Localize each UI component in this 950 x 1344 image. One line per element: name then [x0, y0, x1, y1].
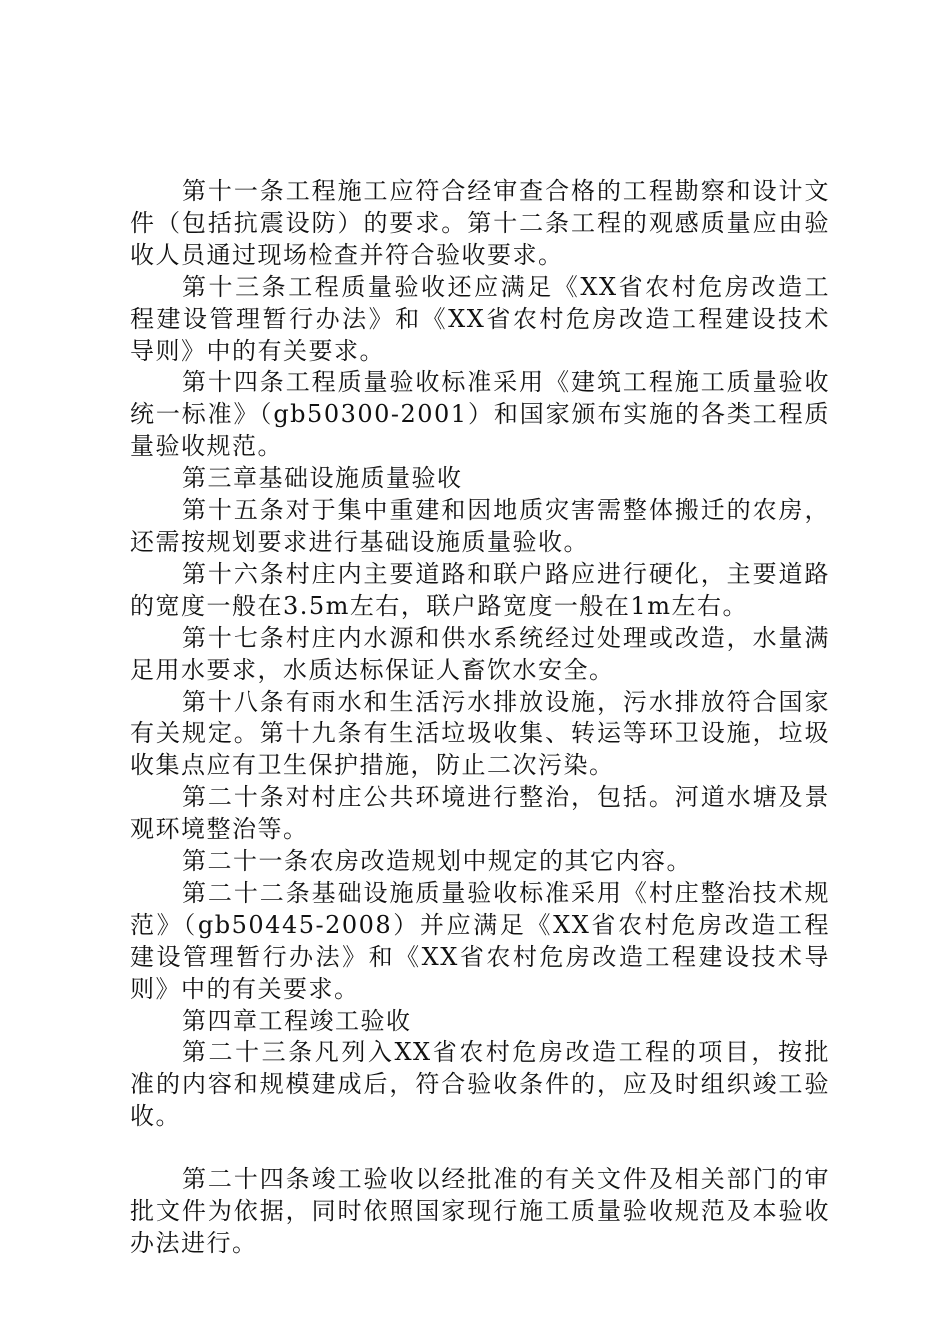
paragraph-article-17: 第十七条村庄内水源和供水系统经过处理或改造，水量满足用水要求，水质达标保证人畜饮水安全。 [130, 623, 830, 684]
paragraph-article-21: 第二十一条农房改造规划中规定的其它内容。 [182, 847, 692, 876]
paragraph-article-13: 第十三条工程质量验收还应满足《XX省农村危房改造工程建设管理暂行办法》和《XX省农村危房改造工程建设技术导则》中的有关要求。 [130, 272, 830, 365]
paragraph-article-23: 第二十三条凡列入XX省农村危房改造工程的项目，按批准的内容和规模建成后，符合验收条件的，应及时组织竣工验收。 [130, 1038, 830, 1131]
paragraph-article-14: 第十四条工程质量验收标准采用《建筑工程施工质量验收统一标准》（gb50300-2001）和国家颁布实施的各类工程质量验收规范。 [130, 368, 830, 461]
paragraph-article-24: 第二十四条竣工验收以经批准的有关文件及相关部门的审批文件为依据，同时依照国家现行施工质量验收规范及本验收办法进行。 [130, 1165, 830, 1257]
paragraph-article-18-19: 第十八条有雨水和生活污水排放设施，污水排放符合国家有关规定。第十九条有生活垃圾收集、转运等环卫设施，垃圾收集点应有卫生保护措施，防止二次污染。 [130, 687, 830, 780]
paragraph-article-22: 第二十二条基础设施质量验收标准采用《村庄整治技术规范》（gb50445-2008）并应满足《XX省农村危房改造工程建设管理暂行办法》和《XX省农村危房改造工程建设技术导则》中的有关要求。 [130, 878, 830, 1003]
document-body [130, 176, 830, 1260]
paragraph-article-15: 第十五条对于集中重建和因地质灾害需整体搬迁的农房，还需按规划要求进行基础设施质量验收。 [130, 496, 830, 556]
paragraph-article-20: 第二十条对村庄公共环境进行整治，包括。河道水塘及景观环境整治等。 [130, 783, 830, 844]
chapter-heading-4: 第四章工程竣工验收 [182, 1006, 412, 1035]
chapter-heading-3: 第三章基础设施质量验收 [182, 464, 463, 493]
paragraph-article-16: 第十六条村庄内主要道路和联户路应进行硬化，主要道路的宽度一般在3.5m左右，联户路宽度一般在1m左右。 [130, 559, 830, 620]
paragraph-article-11-12: 第十一条工程施工应符合经审查合格的工程勘察和设计文件（包括抗震设防）的要求。第十二条工程的观感质量应由验收人员通过现场检查并符合验收要求。 [130, 177, 830, 269]
